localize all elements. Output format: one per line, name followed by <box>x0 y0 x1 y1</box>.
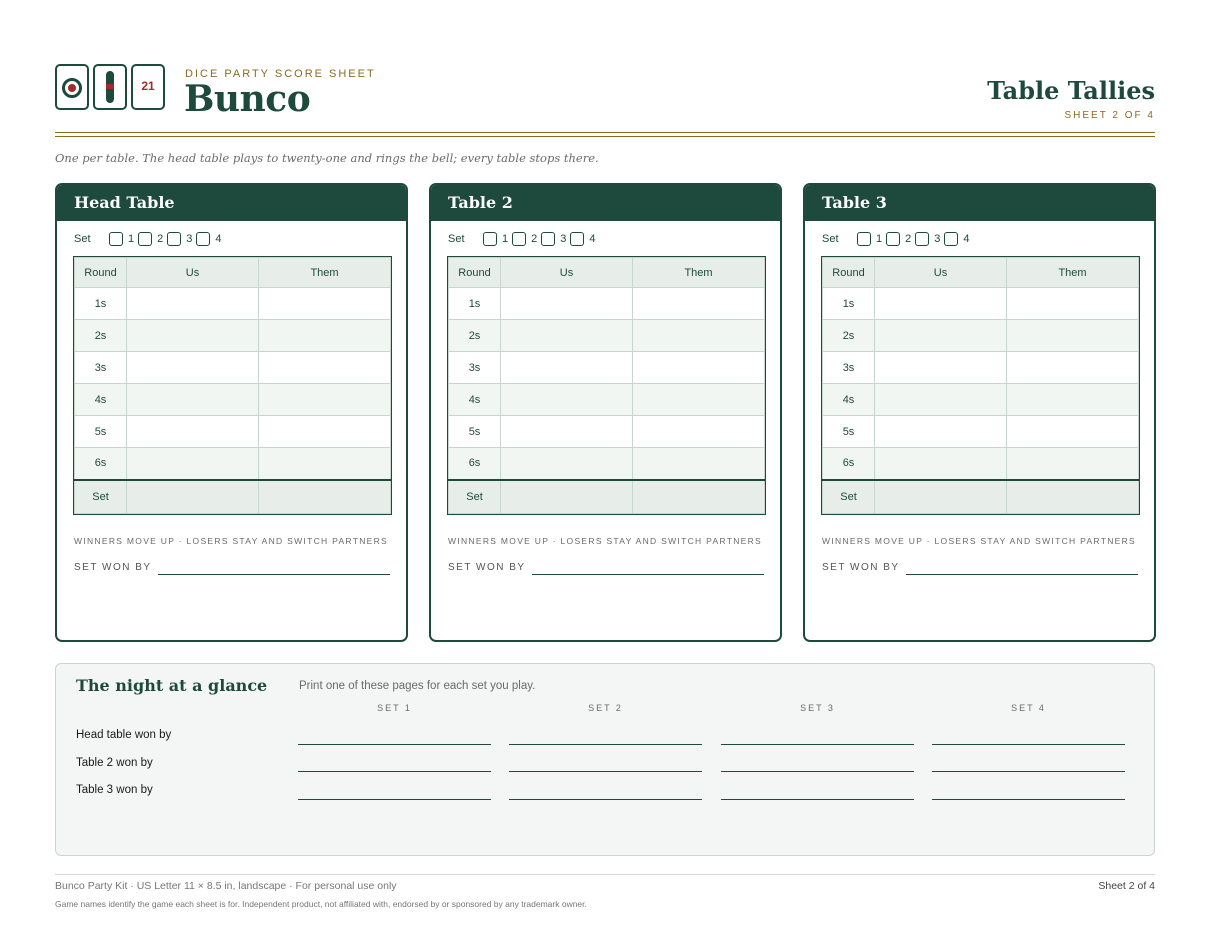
table-row <box>75 288 391 320</box>
set-checkbox-label: 2 <box>531 233 538 245</box>
table-row <box>823 416 1139 448</box>
table-card-title: Head Table <box>57 185 406 221</box>
table-row <box>75 384 391 416</box>
footer-right: Sheet 2 of 4 <box>1098 880 1155 892</box>
set-checkbox[interactable] <box>541 232 555 246</box>
table-row <box>449 384 765 416</box>
table-card <box>429 183 782 642</box>
glance-title: The night at a glance <box>76 676 268 695</box>
column-header: Us <box>875 258 1007 288</box>
column-header: Them <box>633 258 765 288</box>
table-card <box>55 183 408 642</box>
them-score-cell[interactable] <box>1007 416 1139 448</box>
us-score-cell[interactable] <box>875 448 1007 480</box>
column-header: Us <box>501 258 633 288</box>
them-score-cell[interactable] <box>259 448 391 480</box>
us-score-cell[interactable] <box>875 288 1007 320</box>
table-row <box>823 384 1139 416</box>
footer-disclaimer: Game names identify the game each sheet is for. Independent product, not affiliated with, endorsed by or sponsored by any trademark owner. <box>55 899 587 909</box>
us-score-cell[interactable] <box>501 320 633 352</box>
us-total-cell[interactable] <box>127 480 259 514</box>
table-row <box>449 448 765 480</box>
sheet-title: Table Tallies <box>987 76 1155 105</box>
round-label: 5s <box>75 416 127 448</box>
glance-set-header: SET 4 <box>1011 703 1046 713</box>
glance-write-line[interactable] <box>298 744 491 745</box>
them-score-cell[interactable] <box>259 320 391 352</box>
set-checkbox[interactable] <box>886 232 900 246</box>
night-at-a-glance <box>55 663 1155 856</box>
us-score-cell[interactable] <box>501 416 633 448</box>
glance-row-label: Table 2 won by <box>76 757 153 769</box>
glance-write-line[interactable] <box>298 771 491 772</box>
footer-rule <box>55 874 1155 875</box>
glance-write-line[interactable] <box>509 799 702 800</box>
round-label: 4s <box>75 384 127 416</box>
set-selector <box>74 231 226 247</box>
set-checkbox-label: 2 <box>905 233 912 245</box>
set-checkbox-label: 3 <box>934 233 941 245</box>
table-row <box>75 352 391 384</box>
set-checkbox-label: 2 <box>157 233 164 245</box>
glance-write-line[interactable] <box>932 799 1125 800</box>
glance-write-line[interactable] <box>509 744 702 745</box>
column-header: Round <box>449 258 501 288</box>
table-row <box>823 320 1139 352</box>
round-label: 4s <box>823 384 875 416</box>
us-score-cell[interactable] <box>127 288 259 320</box>
glance-write-line[interactable] <box>932 771 1125 772</box>
rules-note: WINNERS MOVE UP · LOSERS STAY AND SWITCH PARTNERS <box>74 536 389 546</box>
column-header: Them <box>259 258 391 288</box>
table-row-total <box>449 480 765 514</box>
them-score-cell[interactable] <box>633 384 765 416</box>
them-total-cell[interactable] <box>259 480 391 514</box>
them-total-cell[interactable] <box>1007 480 1139 514</box>
us-score-cell[interactable] <box>127 416 259 448</box>
table-card-title: Table 2 <box>431 185 780 221</box>
them-total-cell[interactable] <box>633 480 765 514</box>
them-score-cell[interactable] <box>259 384 391 416</box>
set-checkbox[interactable] <box>167 232 181 246</box>
them-score-cell[interactable] <box>1007 320 1139 352</box>
round-label: 6s <box>75 448 127 480</box>
them-score-cell[interactable] <box>1007 384 1139 416</box>
glance-write-line[interactable] <box>298 799 491 800</box>
dice-ring-icon <box>55 64 89 110</box>
them-score-cell[interactable] <box>1007 352 1139 384</box>
round-label: 5s <box>449 416 501 448</box>
round-label: 2s <box>823 320 875 352</box>
set-checkbox-label: 4 <box>589 233 596 245</box>
die-number: 21 <box>141 79 155 93</box>
us-score-cell[interactable] <box>875 416 1007 448</box>
us-score-cell[interactable] <box>875 352 1007 384</box>
table-card <box>803 183 1156 642</box>
round-label: 2s <box>449 320 501 352</box>
set-checkbox-label: 4 <box>963 233 970 245</box>
set-checkbox[interactable] <box>483 232 497 246</box>
round-label: 4s <box>449 384 501 416</box>
set-checkbox-label: 3 <box>186 233 193 245</box>
them-score-cell[interactable] <box>633 416 765 448</box>
them-score-cell[interactable] <box>259 416 391 448</box>
dice-number-icon <box>131 64 165 110</box>
them-score-cell[interactable] <box>1007 288 1139 320</box>
round-label: 1s <box>449 288 501 320</box>
set-won-by-line[interactable] <box>906 574 1138 575</box>
score-table <box>822 257 1139 514</box>
round-label: 6s <box>823 448 875 480</box>
set-checkbox[interactable] <box>857 232 871 246</box>
table-row <box>75 320 391 352</box>
sheet-subtitle: SHEET 2 OF 4 <box>1064 110 1155 121</box>
us-score-cell[interactable] <box>127 320 259 352</box>
set-checkbox-label: 3 <box>560 233 567 245</box>
set-won-by-label: SET WON BY <box>822 562 900 573</box>
set-checkbox[interactable] <box>138 232 152 246</box>
brand-title: Bunco <box>184 78 311 120</box>
set-checkbox[interactable] <box>512 232 526 246</box>
glance-set-header: SET 3 <box>800 703 835 713</box>
us-score-cell[interactable] <box>501 288 633 320</box>
us-score-cell[interactable] <box>501 448 633 480</box>
us-score-cell[interactable] <box>127 384 259 416</box>
footer-left: Bunco Party Kit · US Letter 11 × 8.5 in, landscape · For personal use only <box>55 880 397 892</box>
table-row <box>449 288 765 320</box>
round-label: 3s <box>75 352 127 384</box>
page-header <box>55 62 1155 138</box>
rules-note: WINNERS MOVE UP · LOSERS STAY AND SWITCH PARTNERS <box>822 536 1137 546</box>
set-won-by-label: SET WON BY <box>74 562 152 573</box>
total-label: Set <box>823 480 875 514</box>
set-label: Set <box>822 233 839 245</box>
set-checkbox-label: 1 <box>876 233 883 245</box>
us-total-cell[interactable] <box>875 480 1007 514</box>
them-score-cell[interactable] <box>633 320 765 352</box>
intro-text: One per table. The head table plays to twenty-one and rings the bell; every table stops there. <box>55 151 599 165</box>
set-selector <box>822 231 974 247</box>
total-label: Set <box>75 480 127 514</box>
table-card-title: Table 3 <box>805 185 1154 221</box>
set-checkbox-label: 4 <box>215 233 222 245</box>
them-score-cell[interactable] <box>259 352 391 384</box>
table-row <box>75 416 391 448</box>
set-checkbox[interactable] <box>570 232 584 246</box>
round-label: 5s <box>823 416 875 448</box>
table-row <box>823 288 1139 320</box>
set-label: Set <box>74 233 91 245</box>
total-label: Set <box>449 480 501 514</box>
them-score-cell[interactable] <box>633 352 765 384</box>
us-score-cell[interactable] <box>875 384 1007 416</box>
glance-set-header: SET 1 <box>377 703 412 713</box>
glance-write-line[interactable] <box>721 799 914 800</box>
round-label: 3s <box>823 352 875 384</box>
us-score-cell[interactable] <box>875 320 1007 352</box>
glance-write-line[interactable] <box>721 771 914 772</box>
table-row <box>449 320 765 352</box>
round-label: 1s <box>823 288 875 320</box>
set-won-by-line[interactable] <box>158 574 390 575</box>
rules-note: WINNERS MOVE UP · LOSERS STAY AND SWITCH PARTNERS <box>448 536 763 546</box>
column-header: Round <box>75 258 127 288</box>
set-checkbox-label: 1 <box>128 233 135 245</box>
us-score-cell[interactable] <box>127 448 259 480</box>
glance-write-line[interactable] <box>932 744 1125 745</box>
score-table <box>448 257 765 514</box>
us-score-cell[interactable] <box>501 352 633 384</box>
set-won-by-line[interactable] <box>532 574 764 575</box>
table-row <box>449 352 765 384</box>
table-row <box>449 416 765 448</box>
table-row-total <box>823 480 1139 514</box>
column-header: Us <box>127 258 259 288</box>
them-score-cell[interactable] <box>633 288 765 320</box>
round-label: 1s <box>75 288 127 320</box>
round-label: 2s <box>75 320 127 352</box>
column-header: Them <box>1007 258 1139 288</box>
set-selector <box>448 231 600 247</box>
table-row <box>823 448 1139 480</box>
table-row <box>75 448 391 480</box>
glance-note: Print one of these pages for each set you play. <box>299 680 536 692</box>
glance-write-line[interactable] <box>721 744 914 745</box>
us-total-cell[interactable] <box>501 480 633 514</box>
set-checkbox[interactable] <box>109 232 123 246</box>
round-label: 3s <box>449 352 501 384</box>
header-rule <box>55 132 1155 133</box>
us-score-cell[interactable] <box>127 352 259 384</box>
glance-write-line[interactable] <box>509 771 702 772</box>
header-rule <box>55 136 1155 137</box>
set-checkbox-label: 1 <box>502 233 509 245</box>
set-checkbox[interactable] <box>944 232 958 246</box>
score-table <box>74 257 391 514</box>
glance-row-label: Head table won by <box>76 729 172 741</box>
set-checkbox[interactable] <box>915 232 929 246</box>
table-row-total <box>75 480 391 514</box>
column-header: Round <box>823 258 875 288</box>
dice-bar-icon <box>93 64 127 110</box>
glance-row-label: Table 3 won by <box>76 784 153 796</box>
them-score-cell[interactable] <box>1007 448 1139 480</box>
set-checkbox[interactable] <box>196 232 210 246</box>
set-won-by-label: SET WON BY <box>448 562 526 573</box>
them-score-cell[interactable] <box>633 448 765 480</box>
us-score-cell[interactable] <box>501 384 633 416</box>
eyebrow: DICE PARTY SCORE SHEET <box>185 68 376 80</box>
table-row <box>823 352 1139 384</box>
round-label: 6s <box>449 448 501 480</box>
glance-set-header: SET 2 <box>588 703 623 713</box>
them-score-cell[interactable] <box>259 288 391 320</box>
set-label: Set <box>448 233 465 245</box>
